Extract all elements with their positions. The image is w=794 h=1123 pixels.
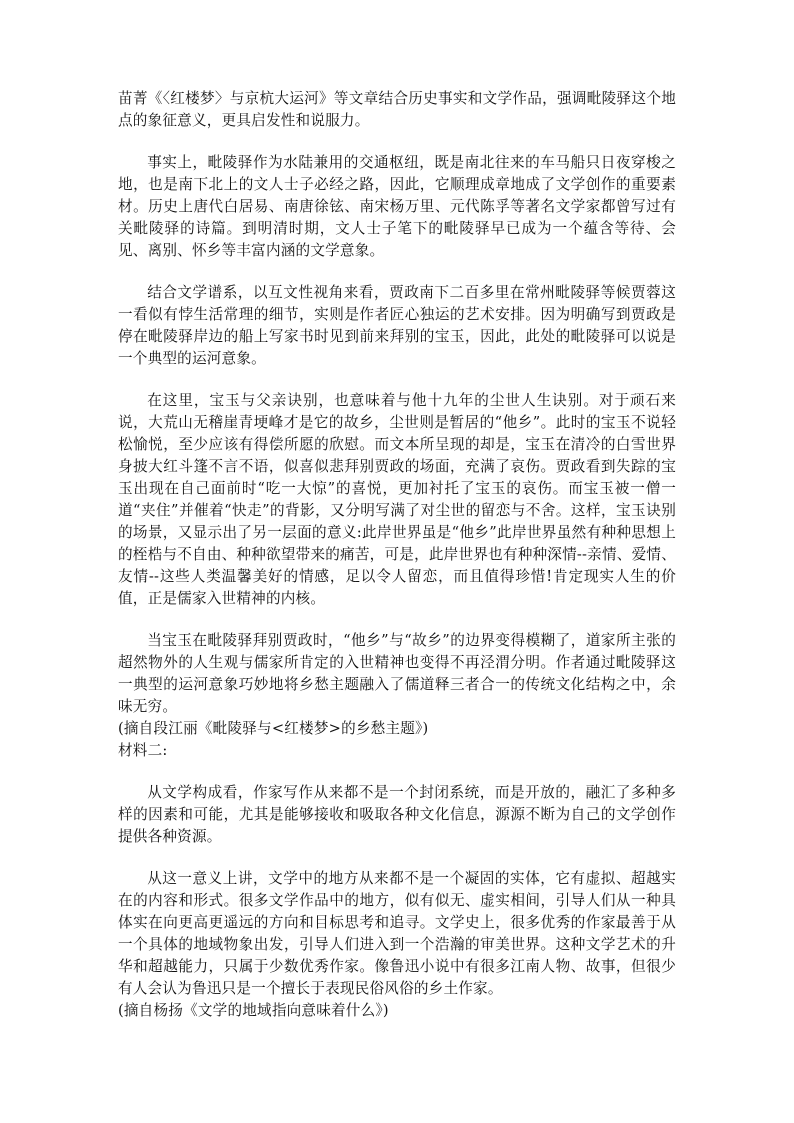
paragraph-intro: 苗菁《〈红楼梦〉与京杭大运河》等文章结合历史事实和文学作品，强调毗陵驿这个地点的象征意义，更具启发性和说服力。 (118, 90, 676, 129)
document-page (118, 88, 676, 1022)
heading-material-2: 材料二: (118, 742, 168, 759)
paragraph-material2-1: 从文学构成看，作家写作从来都不是一个封闭系统，而是开放的，融汇了多种多样的因素和可能，尤其是能够接收和吸取各种文化信息，源源不断为自己的文学创作提供各种资源。 (118, 784, 676, 845)
paragraph-1: 事实上，毗陵驿作为水陆兼用的交通枢纽，既是南北往来的车马船只日夜穿梭之地，也是南下北上的文人士子必经之路，因此，它顺理成章地成了文学创作的重要素材。历史上唐代白居易、南唐徐铉、南宋杨万里、元代陈孚等著名文学家都曾写过有关毗陵驿的诗篇。到明清时期，文人士子笔下的毗陵驿早已成为一个蕴含等待、会见、离别、怀乡等丰富内涵的文学意象。 (118, 154, 676, 259)
paragraph-4: 当宝玉在毗陵驿拜别贾政时，“他乡”与“故乡”的边界变得模糊了，道家所主张的超然物外的人生观与儒家所肯定的入世精神也变得不再泾渭分明。作者通过毗陵驿这一典型的运河意象巧妙地将乡愁主题融入了儒道释三者合一的传统文化结构之中，余味无穷。 (118, 632, 676, 715)
paragraph-material2-2: 从这一意义上讲，文学中的地方从来都不是一个凝固的实体，它有虚拟、超越实在的内容和形式。很多文学作品中的地方，似有似无、虚实相间，引导人们从一种具体实在向更高更遥远的方向和目标思考和追寻。文学史上，很多优秀的作家最善于从一个具体的地域物象出发，引导人们进入到一个浩瀚的审美世界。这种文学艺术的升华和超越能力，只属于少数优秀作家。像鲁迅小说中有很多江南人物、故事，但很少有人会认为鲁迅只是一个擅长于表现民俗风俗的乡土作家。 (118, 870, 676, 997)
paragraph-3: 在这里，宝玉与父亲诀别，也意味着与他十九年的尘世人生诀别。对于顽石来说，大荒山无稽崖青埂峰才是它的故乡，尘世则是暂居的“他乡”。此时的宝玉不说轻松愉悦，至少应该有得偿所愿的欣慰。而文本所呈现的却是，宝玉在清冷的白雪世界身披大红斗篷不言不语，似喜似悲拜别贾政的场面，充满了哀伤。贾政看到失踪的宝玉出现在自己面前时“吃一大惊”的喜悦，更加衬托了宝玉的哀伤。而宝玉被一僧一道“夹住”并催着“快走”的背影，又分明写满了对尘世的留恋与不舍。这样，宝玉诀别的场景，又显示出了另一层面的意义:此岸世界虽是“他乡”此岸世界虽然有种种思想上的桎梏与不自由、种种欲望带来的痛苦，可是，此岸世界也有种种深情--亲情、爱情、友情--这些人类温馨美好的情感，足以令人留恋，而且值得珍惜!肯定现实人生的价值，正是儒家入世精神的内核。 (118, 392, 676, 607)
paragraph-2: 结合文学谱系，以互文性视角来看，贾政南下二百多里在常州毗陵驿等候贾蓉这一看似有悖生活常理的细节，实则是作者匠心独运的艺术安排。因为明确写到贾政是停在毗陵驿岸边的船上写家书时见到前来拜别的宝玉，因此，此处的毗陵驿可以说是一个典型的运河意象。 (118, 284, 676, 367)
citation-material-2: (摘自杨扬《文学的地域指向意味着什么》) (118, 1002, 389, 1019)
citation-material-1: (摘自段江丽《毗陵驿与<红楼梦>的乡愁主题》) (118, 720, 429, 737)
